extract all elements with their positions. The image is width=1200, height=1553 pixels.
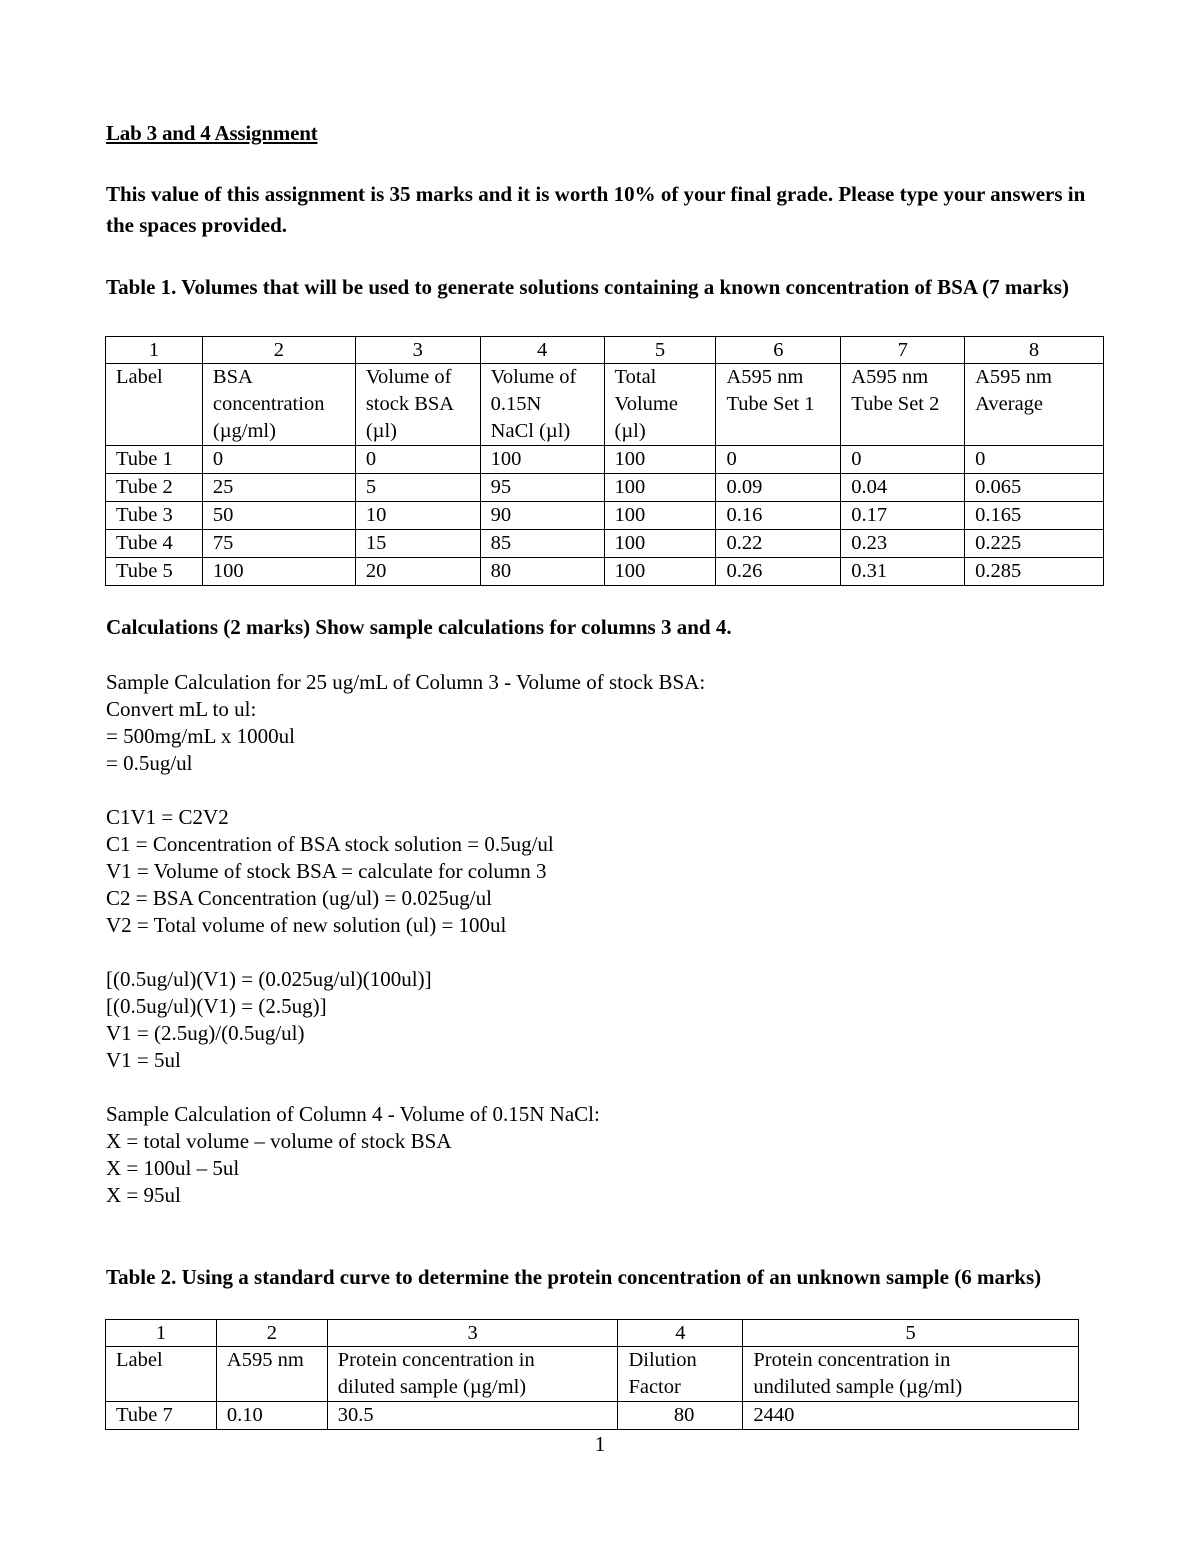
column-number: 5: [604, 337, 716, 364]
blank-line: [106, 777, 1106, 804]
table-cell: 20: [355, 558, 480, 586]
table-cell: 50: [202, 502, 355, 530]
header-volume-stock-bsa: Volume of stock BSA (µl): [355, 364, 480, 446]
table-cell: 0: [841, 446, 965, 474]
table-cell: 0.09: [716, 474, 841, 502]
blank-line: [106, 1074, 1106, 1101]
calc-line: X = 95ul: [106, 1183, 181, 1207]
calc-line: X = total volume – volume of stock BSA: [106, 1129, 452, 1153]
calc-line: V1 = 5ul: [106, 1048, 181, 1072]
table-cell: 100: [604, 446, 716, 474]
table-cell: 0: [965, 446, 1104, 474]
table-cell: 100: [604, 474, 716, 502]
table-cell: 10: [355, 502, 480, 530]
calculations-body: [106, 669, 1106, 1209]
document-title: Lab 3 and 4 Assignment: [106, 121, 318, 145]
column-number: 3: [355, 337, 480, 364]
table-cell: 30.5: [327, 1402, 618, 1430]
calc-line: V1 = (2.5ug)/(0.5ug/ul): [106, 1021, 305, 1045]
column-number: 2: [216, 1320, 327, 1347]
blank-line: [106, 939, 1106, 966]
table-row: [106, 474, 1104, 502]
calc-line: = 0.5ug/ul: [106, 751, 193, 775]
table-cell: 100: [604, 530, 716, 558]
table2-caption: Table 2. Using a standard curve to determine the protein concentration of an unknown sample (6 marks): [106, 1265, 1042, 1289]
table-cell: 90: [480, 502, 604, 530]
table-cell: 100: [480, 446, 604, 474]
table-cell: Tube 3: [106, 502, 203, 530]
header-diluted-concentration: Protein concentration in diluted sample (µg/ml): [327, 1347, 618, 1402]
header-a595-set1: A595 nm Tube Set 1: [716, 364, 841, 446]
calc-line: X = 100ul – 5ul: [106, 1156, 240, 1180]
table-cell: 0.23: [841, 530, 965, 558]
table-cell: 0.26: [716, 558, 841, 586]
table-cell: Tube 1: [106, 446, 203, 474]
calc-line: V1 = Volume of stock BSA = calculate for column 3: [106, 859, 547, 883]
calc-line: C1V1 = C2V2: [106, 805, 229, 829]
header-bsa-concentration: BSA concentration (µg/ml): [202, 364, 355, 446]
column-number: 1: [106, 337, 203, 364]
calc-line: [(0.5ug/ul)(V1) = (0.025ug/ul)(100ul)]: [106, 967, 432, 991]
header-a595: A595 nm: [216, 1347, 327, 1402]
table-cell: 100: [604, 502, 716, 530]
header-total-volume: Total Volume (µl): [604, 364, 716, 446]
header-a595-set2: A595 nm Tube Set 2: [841, 364, 965, 446]
table-cell: 0: [202, 446, 355, 474]
table-cell: 0.04: [841, 474, 965, 502]
table-cell: 85: [480, 530, 604, 558]
calc-line: Sample Calculation for 25 ug/mL of Column 3 - Volume of stock BSA:: [106, 670, 706, 694]
table2-column-number-row: [106, 1320, 1079, 1347]
table1-column-number-row: [106, 337, 1104, 364]
table-cell: 0.065: [965, 474, 1104, 502]
calc-line: V2 = Total volume of new solution (ul) = 100ul: [106, 913, 507, 937]
header-dilution-factor: Dilution Factor: [618, 1347, 743, 1402]
header-a595-average: A595 nm Average: [965, 364, 1104, 446]
table-row: [106, 446, 1104, 474]
calculations-heading: Calculations (2 marks) Show sample calculations for columns 3 and 4.: [106, 615, 732, 639]
table-cell: 100: [604, 558, 716, 586]
table-cell: 100: [202, 558, 355, 586]
header-label: Label: [106, 364, 203, 446]
calc-line: [(0.5ug/ul)(V1) = (2.5ug)]: [106, 994, 327, 1018]
table1-caption: Table 1. Volumes that will be used to generate solutions containing a known concentration of BSA (7 marks): [106, 275, 1069, 299]
table-cell: 0.22: [716, 530, 841, 558]
column-number: 1: [106, 1320, 217, 1347]
column-number: 3: [327, 1320, 618, 1347]
table-cell: 80: [618, 1402, 743, 1430]
table-cell: Tube 7: [106, 1402, 217, 1430]
column-number: 7: [841, 337, 965, 364]
calc-line: Convert mL to ul:: [106, 697, 257, 721]
table-cell: 5: [355, 474, 480, 502]
header-volume-nacl: Volume of 0.15N NaCl (µl): [480, 364, 604, 446]
column-number: 2: [202, 337, 355, 364]
column-number: 4: [618, 1320, 743, 1347]
calc-line: = 500mg/mL x 1000ul: [106, 724, 295, 748]
table-row: [106, 1402, 1079, 1430]
assignment-intro: This value of this assignment is 35 marks and it is worth 10% of your final grade. Please type your answers in the spaces provided.: [106, 182, 1086, 237]
calc-line: C1 = Concentration of BSA stock solution = 0.5ug/ul: [106, 832, 554, 856]
table1-header-row: [106, 364, 1104, 446]
table1-bsa-volumes: [105, 336, 1104, 586]
table-cell: 0.17: [841, 502, 965, 530]
column-number: 8: [965, 337, 1104, 364]
calc-line: Sample Calculation of Column 4 - Volume of 0.15N NaCl:: [106, 1102, 600, 1126]
table-cell: 95: [480, 474, 604, 502]
table-cell: 15: [355, 530, 480, 558]
table2-header-row: [106, 1347, 1079, 1402]
table-cell: 0.10: [216, 1402, 327, 1430]
table-row: [106, 558, 1104, 586]
table-cell: Tube 2: [106, 474, 203, 502]
table-cell: 0.31: [841, 558, 965, 586]
table-cell: 0: [355, 446, 480, 474]
table-row: [106, 502, 1104, 530]
header-undiluted-concentration: Protein concentration in undiluted sample (µg/ml): [743, 1347, 1079, 1402]
page-number: 1: [594, 1432, 606, 1456]
table-cell: 0.165: [965, 502, 1104, 530]
calc-line: C2 = BSA Concentration (ug/ul) = 0.025ug/ul: [106, 886, 492, 910]
table-cell: 80: [480, 558, 604, 586]
column-number: 5: [743, 1320, 1079, 1347]
column-number: 6: [716, 337, 841, 364]
table-cell: 2440: [743, 1402, 1079, 1430]
header-label: Label: [106, 1347, 217, 1402]
table-row: [106, 530, 1104, 558]
table-cell: 0.16: [716, 502, 841, 530]
table-cell: 0.285: [965, 558, 1104, 586]
table-cell: Tube 4: [106, 530, 203, 558]
table2-unknown-sample: [105, 1319, 1079, 1430]
table-cell: 75: [202, 530, 355, 558]
table-cell: 0: [716, 446, 841, 474]
table-cell: 0.225: [965, 530, 1104, 558]
table-cell: 25: [202, 474, 355, 502]
column-number: 4: [480, 337, 604, 364]
table-cell: Tube 5: [106, 558, 203, 586]
